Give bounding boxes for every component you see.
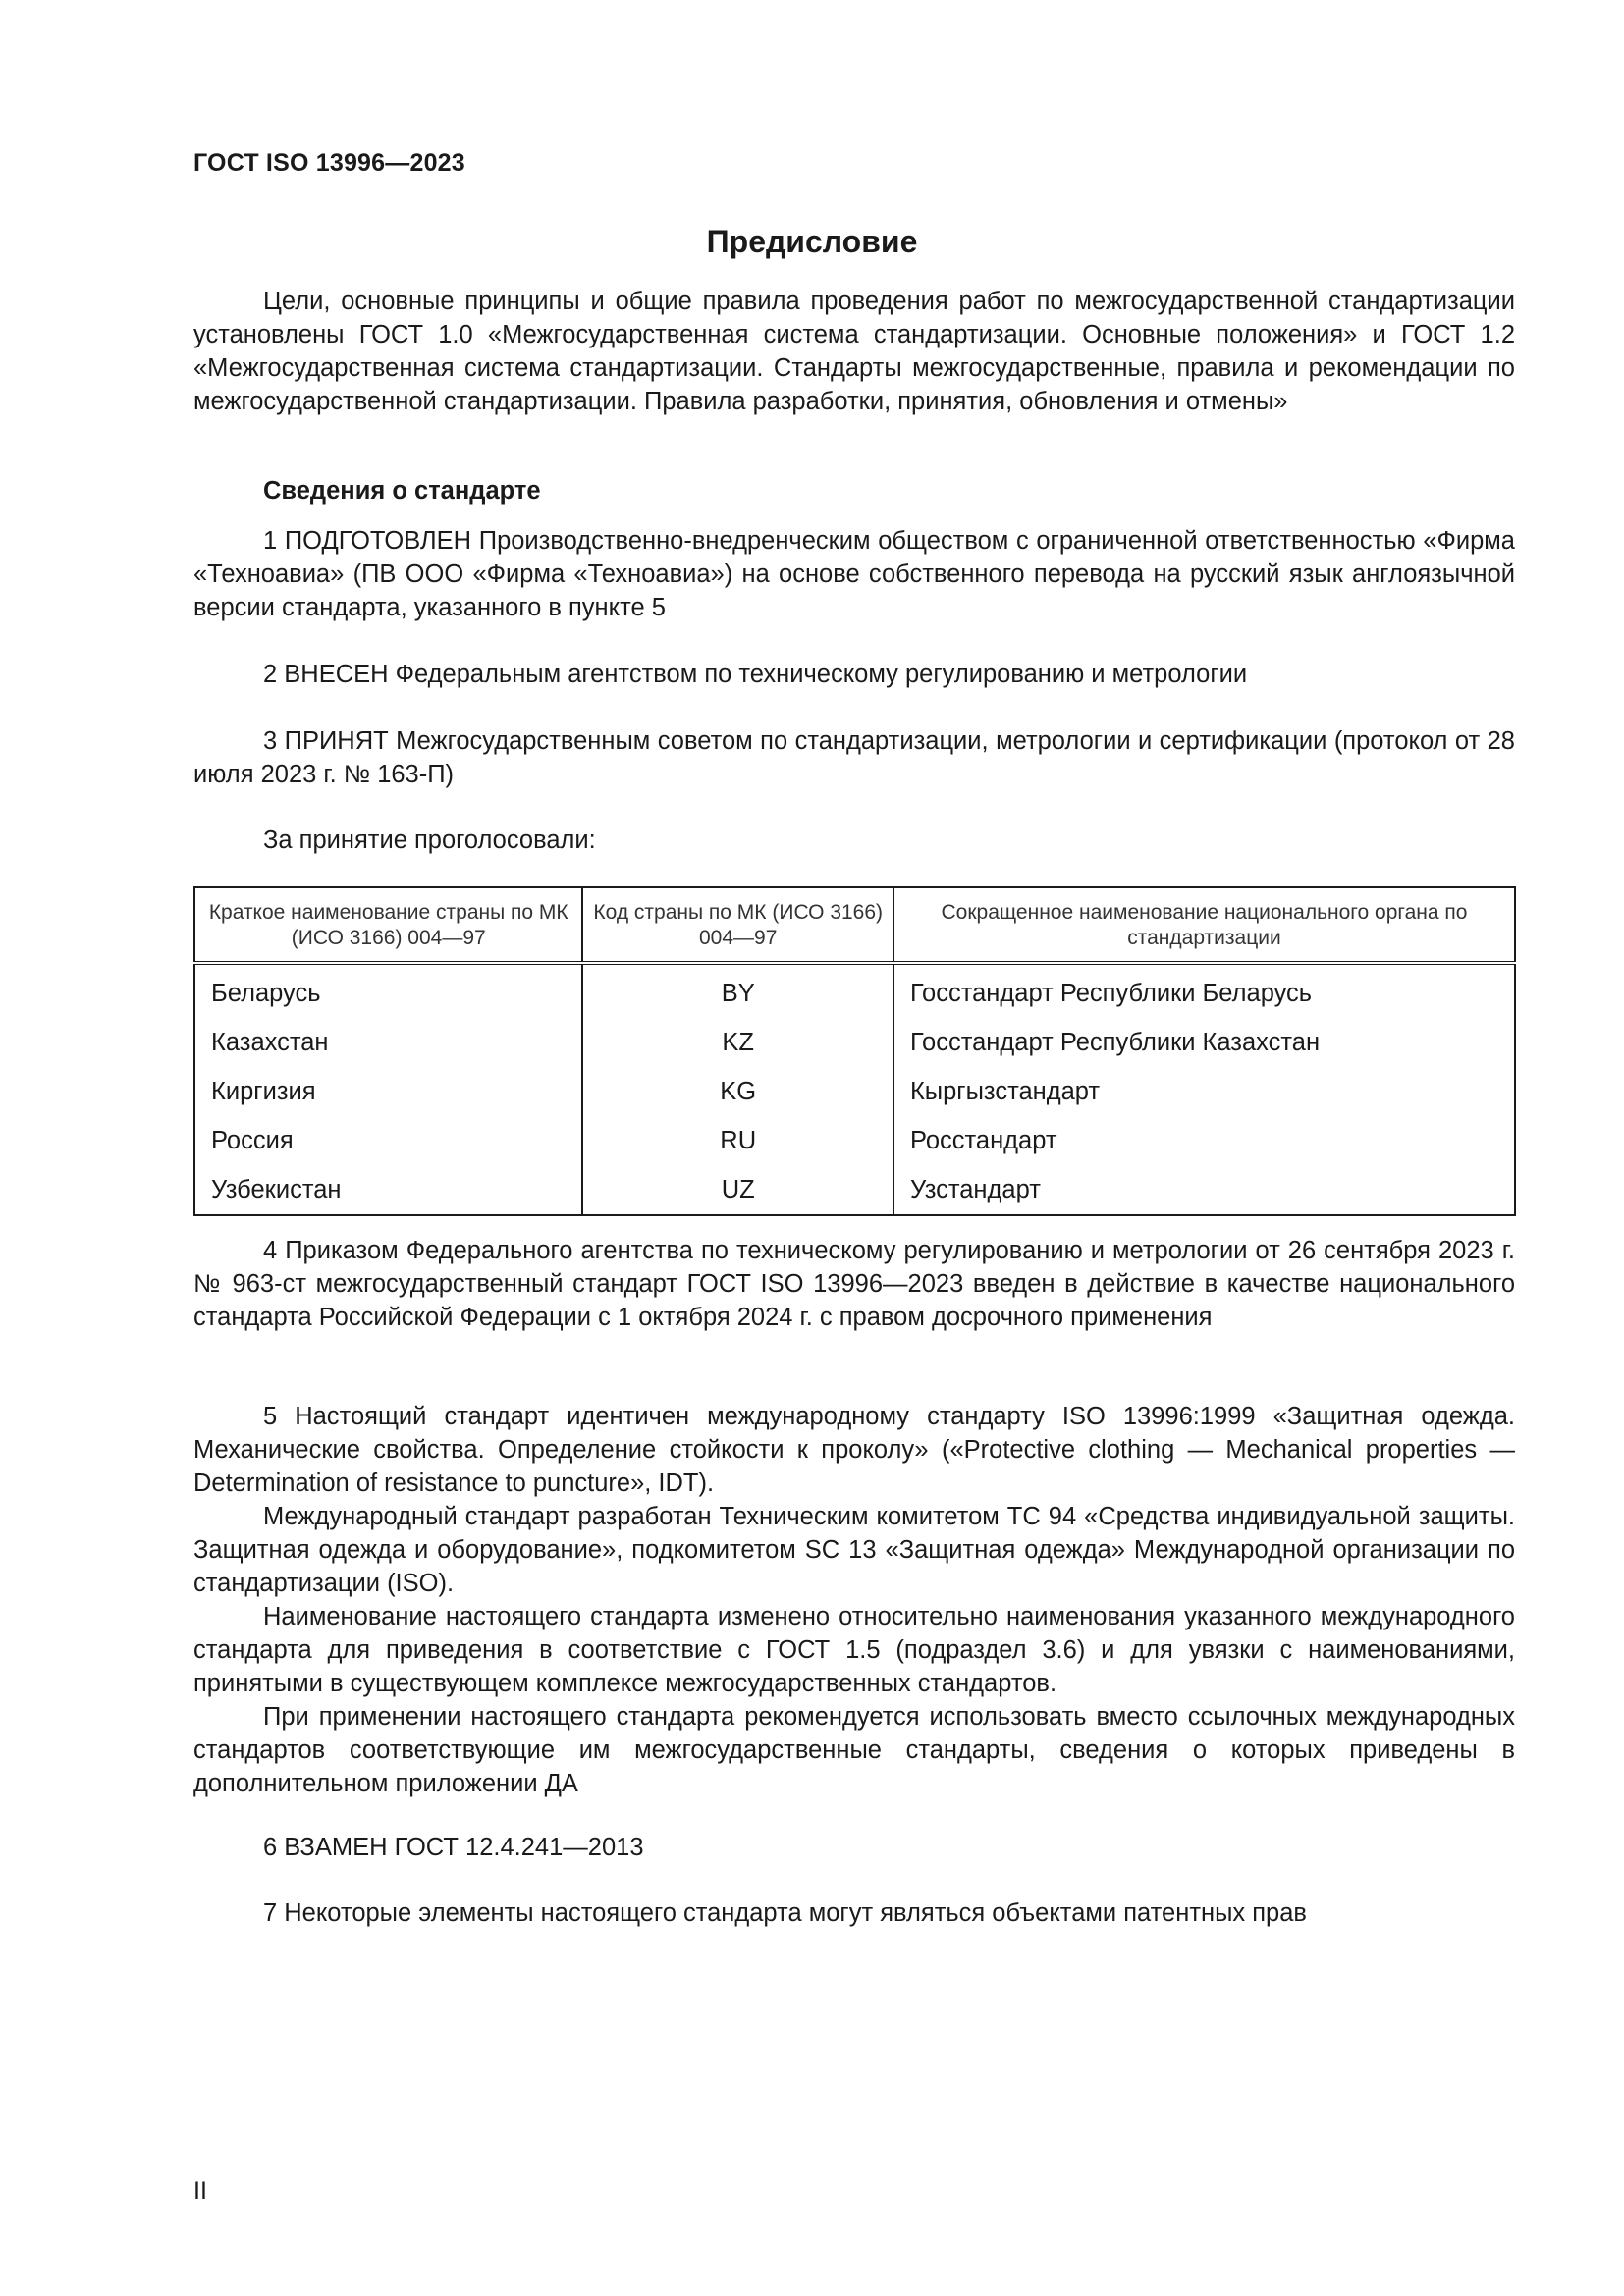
national-body-cell: Госстандарт Республики Казахстан xyxy=(893,1018,1515,1067)
country-code-cell: RU xyxy=(582,1116,893,1165)
item-5-paragraph-4: При применении настоящего стандарта рекомендуется использовать вместо ссылочных международных стандартов соответствующие им межгосударственные стандарты, сведения о которых приведены в дополнительном приложении ДА xyxy=(193,1703,1515,1797)
document-code: ГОСТ ISO 13996—2023 xyxy=(193,149,465,177)
country-name-cell: Россия xyxy=(211,1126,294,1154)
table-row xyxy=(194,1018,1515,1067)
item-7-block xyxy=(193,1896,1515,1930)
country-code-cell: UZ xyxy=(582,1165,893,1215)
country-name-cell: Узбекистан xyxy=(211,1175,342,1203)
national-body-cell: Росстандарт xyxy=(893,1116,1515,1165)
item-4-block xyxy=(193,1234,1515,1334)
voted-label: За принятие проголосовали: xyxy=(263,827,596,854)
table-header-row xyxy=(194,887,1515,963)
info-heading: Сведения о стандарте xyxy=(263,477,541,505)
country-code-cell: KG xyxy=(582,1067,893,1116)
item-1-block xyxy=(193,524,1515,624)
item-4: 4 Приказом Федерального агентства по техническому регулированию и метрологии от 26 сентября 2023 г. № 963-ст межгосударственный стандарт ГОСТ ISO 13996—2023 введен в действие в качестве национального стандарта Российской Федерации с 1 октября 2024 г. с правом досрочного применения xyxy=(193,1237,1515,1331)
item-3: 3 ПРИНЯТ Межгосударственным советом по стандартизации, метрологии и сертификации (протокол от 28 июля 2023 г. № 163-П) xyxy=(193,727,1515,788)
national-body-cell: Узстандарт xyxy=(893,1165,1515,1215)
country-name-cell: Беларусь xyxy=(211,979,321,1007)
header-national-body: Сокращенное наименование национального органа по стандартизации xyxy=(893,887,1515,963)
table-row xyxy=(194,1116,1515,1165)
country-name-cell: Киргизия xyxy=(211,1077,316,1105)
item-2-block xyxy=(193,658,1515,691)
item-3-block xyxy=(193,724,1515,791)
table-row xyxy=(194,1165,1515,1215)
item-2: 2 ВНЕСЕН Федеральным агентством по техническому регулированию и метрологии xyxy=(263,661,1248,688)
intro-block xyxy=(193,285,1515,418)
voted-block xyxy=(193,824,1515,857)
item-5-paragraph-3: Наименование настоящего стандарта изменено относительно наименования указанного международного стандарта для приведения в соответствие с ГОСТ 1.5 (подраздел 3.6) и для увязки с наименованиями, принятыми в существующем комплексе межгосударственных стандартов. xyxy=(193,1603,1515,1697)
table-row xyxy=(194,963,1515,1018)
item-7: 7 Некоторые элементы настоящего стандарта могут являться объектами патентных прав xyxy=(263,1899,1307,1927)
country-code-cell: BY xyxy=(582,963,893,1018)
item-1: 1 ПОДГОТОВЛЕН Производственно-внедренческим обществом с ограниченной ответственностью «Фирма «Техноавиа» (ПВ ООО «Фирма «Техноавиа») на основе собственного перевода на русский язык англоязычной версии стандарта, указанного в пункте 5 xyxy=(193,527,1515,621)
item-5-block xyxy=(193,1400,1515,1800)
national-body-cell: Госстандарт Республики Беларусь xyxy=(893,963,1515,1018)
voting-table xyxy=(193,886,1516,1216)
page-title: Предисловие xyxy=(706,224,918,259)
table-row xyxy=(194,1067,1515,1116)
item-5: 5 Настоящий стандарт идентичен международному стандарту ISO 13996:1999 «Защитная одежда. Механические свойства. Определение стойкости к проколу» («Protective clothing — Mechanical properties — Determination of resistance to puncture», IDT). xyxy=(193,1403,1515,1497)
header-country-code: Код страны по МК (ИСО 3166) 004—97 xyxy=(582,887,893,963)
country-code-cell: KZ xyxy=(582,1018,893,1067)
item-6: 6 ВЗАМЕН ГОСТ 12.4.241—2013 xyxy=(263,1834,644,1861)
intro-paragraph: Цели, основные принципы и общие правила проведения работ по межгосударственной стандартизации установлены ГОСТ 1.0 «Межгосударственная система стандартизации. Основные положения» и ГОСТ 1.2 «Межгосударственная система стандартизации. Стандарты межгосударственные, правила и рекомендации по межгосударственной стандартизации. Правила разработки, принятия, обновления и отмены» xyxy=(193,288,1515,415)
page-number: II xyxy=(193,2177,207,2205)
info-heading-block xyxy=(193,474,1515,507)
item-5-paragraph-2: Международный стандарт разработан Техническим комитетом ТС 94 «Средства индивидуальной защиты. Защитная одежда и оборудование», подкомитетом SC 13 «Защитная одежда» Международной организации по стандартизации (ISO). xyxy=(193,1503,1515,1597)
item-6-block xyxy=(193,1831,1515,1864)
header-country-name: Краткое наименование страны по МК (ИСО 3166) 004—97 xyxy=(194,887,582,963)
country-name-cell: Казахстан xyxy=(211,1028,329,1056)
national-body-cell: Кыргызстандарт xyxy=(893,1067,1515,1116)
